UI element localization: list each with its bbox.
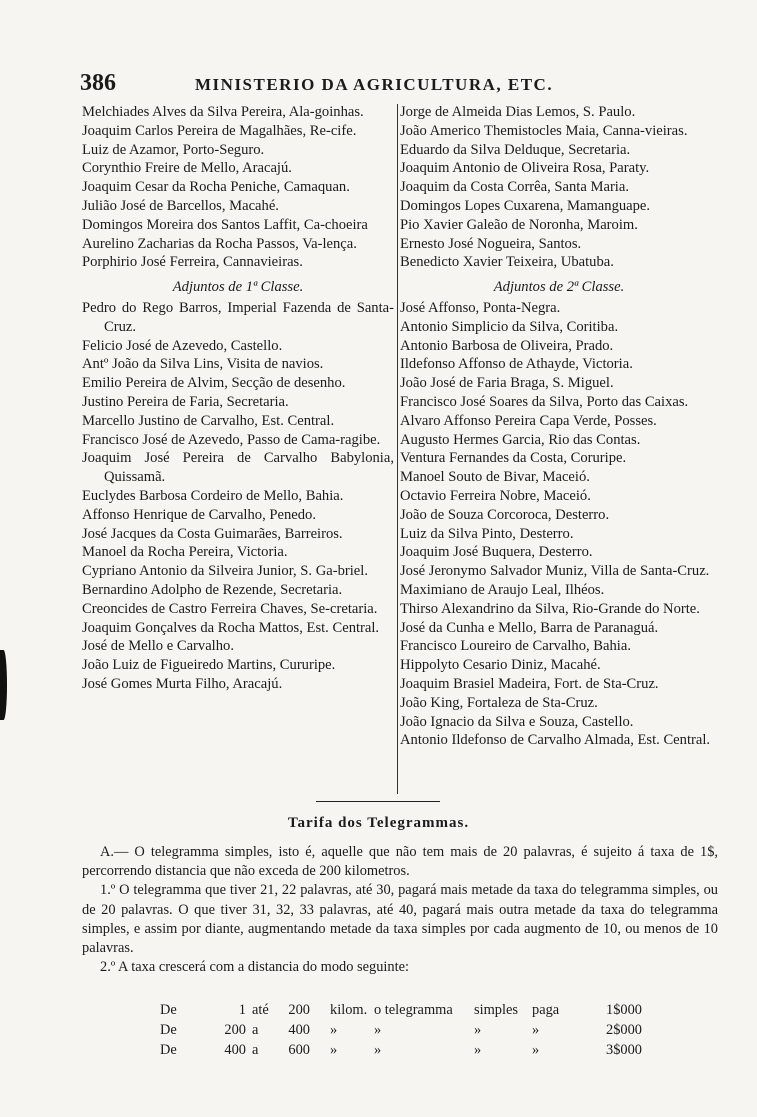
table-cell: 2$000 [606,1021,642,1038]
list-item: Pedro do Rego Barros, Imperial Fazenda de Santa-Cruz. [82,299,394,335]
list-item: Julião José de Barcellos, Macahé. [82,197,279,214]
table-cell: 1$000 [606,1001,642,1018]
table-row [160,1000,642,1020]
list-item: Felicio José de Azevedo, Castello. [82,337,283,354]
column-divider [397,104,398,794]
table-cell: simples [474,1001,518,1018]
list-item: José Jacques da Costa Guimarães, Barreiros. [82,525,343,542]
list-item: Domingos Lopes Cuxarena, Mamanguape. [400,197,651,214]
table-cell: De [160,1021,177,1038]
list-item: Joaquim Cesar da Rocha Peniche, Camaquan. [82,179,350,196]
table-cell: até [252,1001,269,1018]
list-item: Bernardino Adolpho de Rezende, Secretaria. [82,581,343,598]
table-cell: » [532,1041,540,1058]
list-item: José Affonso, Ponta-Negra. [400,299,561,316]
table-cell: paga [532,1001,560,1018]
list-item: Francisco José de Azevedo, Passo de Cama-ragibe. [82,431,381,448]
section-separator [316,801,440,802]
list-item: Manoel da Rocha Pereira, Victoria. [82,544,288,561]
list-item: Francisco José Soares da Silva, Porto das Caixas. [400,393,689,410]
list-item: Melchiades Alves da Silva Pereira, Ala-goinhas. [82,104,364,120]
table-cell: » [330,1021,338,1038]
list-item: Ernesto José Nogueira, Santos. [400,235,582,252]
list-item: Francisco Loureiro de Carvalho, Bahia. [400,638,631,655]
list-item: Octavio Ferreira Nobre, Maceió. [400,487,591,504]
section-heading-first-class: Adjuntos de 1ª Classe. [172,279,304,296]
right-column [400,103,718,750]
list-item: Manoel Souto de Bivar, Maceió. [400,469,590,486]
list-item: Pio Xavier Galeão de Noronha, Maroim. [400,216,638,233]
table-cell: » [474,1041,482,1058]
table-cell: » [474,1021,482,1038]
list-item: Alvaro Affonso Pereira Capa Verde, Posses. [400,412,657,429]
tariff-title: Tarifa dos Telegrammas. [287,815,470,831]
tariff-paragraph-a: A.— O telegramma simples, isto é, aquelle que não tem mais de 20 palavras, é sujeito á taxa de 1$, percorrendo distancia que não exceda de 200 kilometros. [82,844,718,880]
list-item: Emilio Pereira de Alvim, Secção de desenho. [82,375,346,392]
list-item: Benedicto Xavier Teixeira, Ubatuba. [400,254,614,271]
table-cell: De [160,1001,177,1018]
table-cell: o telegramma [374,1001,453,1018]
table-cell: 200 [224,1021,246,1038]
ink-stain [0,650,7,720]
list-item: Antº João da Silva Lins, Visita de navios. [82,356,324,373]
list-item: Justino Pereira de Faria, Secretaria. [82,393,289,410]
list-item: Eduardo da Silva Delduque, Secretaria. [400,141,631,158]
list-item: Affonso Henrique de Carvalho, Penedo. [82,506,316,523]
list-item: Hippolyto Cesario Diniz, Macahé. [400,657,601,674]
list-item: Creoncides de Castro Ferreira Chaves, Se-cretaria. [82,600,378,617]
list-item: Domingos Moreira dos Santos Laffit, Ca-choeira [82,216,368,233]
table-cell: kilom. [330,1001,368,1018]
section-heading-second-class: Adjuntos de 2ª Classe. [493,279,625,296]
list-item: Joaquim José Buquera, Desterro. [400,544,593,561]
list-item: José Gomes Murta Filho, Aracajú. [82,675,283,692]
list-item: Antonio Simplicio da Silva, Coritiba. [400,318,619,335]
table-cell: 1 [238,1001,246,1018]
table-cell: 200 [288,1001,310,1018]
table-cell: » [330,1041,338,1058]
table-cell: 400 [224,1041,246,1058]
table-cell: a [252,1021,259,1038]
list-item: João José de Faria Braga, S. Miguel. [400,375,614,392]
list-item: Porphirio José Ferreira, Cannavieiras. [82,254,303,271]
list-item: Antonio Barbosa de Oliveira, Prado. [400,337,614,354]
table-cell: 3$000 [606,1041,642,1058]
list-item: João de Souza Corcoroca, Desterro. [400,506,610,523]
list-item: João Americo Themistocles Maia, Canna-vieiras. [400,122,688,139]
list-item: Euclydes Barbosa Cordeiro de Mello, Bahia. [82,487,344,504]
list-item: Luiz de Azamor, Porto-Seguro. [82,141,265,158]
table-cell: » [374,1021,382,1038]
tariff-paragraph-2: 2.º A taxa crescerá com a distancia do modo seguinte: [100,959,409,976]
list-item: Ventura Fernandes da Costa, Coruripe. [400,450,627,467]
list-item: Jorge de Almeida Dias Lemos, S. Paulo. [400,104,636,120]
list-item: Corynthio Freire de Mello, Aracajú. [82,160,292,177]
list-item: José Jeronymo Salvador Muniz, Villa de Santa-Cruz. [400,563,710,580]
table-cell: » [532,1021,540,1038]
page-header [80,70,720,98]
table-cell: » [374,1041,382,1058]
page-number: 386 [80,70,116,96]
list-item: Joaquim Antonio de Oliveira Rosa, Paraty. [400,160,650,177]
table-cell: 600 [288,1041,310,1058]
list-item: Augusto Hermes Garcia, Rio das Contas. [400,431,641,448]
running-title: MINISTERIO DA AGRICULTURA, ETC. [195,75,554,94]
list-item: Joaquim da Costa Corrêa, Santa Maria. [400,179,629,196]
table-row [160,1040,642,1060]
list-item: Cypriano Antonio da Silveira Junior, S. Ga-briel. [82,563,368,580]
list-item: Antonio Ildefonso de Carvalho Almada, Est. Central. [400,732,711,749]
list-item: Thirso Alexandrino da Silva, Rio-Grande do Norte. [400,600,700,617]
list-item: José de Mello e Carvalho. [82,638,234,655]
list-item: Joaquim Gonçalves da Rocha Mattos, Est. Central. [82,619,380,636]
rate-table [160,1000,642,1060]
table-row [160,1020,642,1040]
table-cell: 400 [288,1021,310,1038]
list-item: Maximiano de Araujo Leal, Ilhéos. [400,581,605,598]
list-item: Joaquim Carlos Pereira de Magalhães, Re-cife. [82,122,357,139]
tariff-body [82,843,718,977]
table-cell: a [252,1041,259,1058]
list-item: Aurelino Zacharias da Rocha Passos, Va-lença. [82,235,357,252]
list-item: João King, Fortaleza de Sta-Cruz. [400,694,598,711]
table-cell: De [160,1041,177,1058]
list-item: Ildefonso Affonso de Athayde, Victoria. [400,356,633,373]
left-column [82,103,394,694]
list-item: José da Cunha e Mello, Barra de Paranaguá. [400,619,659,636]
list-item: Joaquim José Pereira de Carvalho Babylonia, Quissamã. [82,450,394,486]
list-item: João Luiz de Figueiredo Martins, Cururipe. [82,657,336,674]
list-item: Joaquim Brasiel Madeira, Fort. de Sta-Cruz. [400,675,659,692]
list-item: Luiz da Silva Pinto, Desterro. [400,525,574,542]
tariff-paragraph-1: 1.º O telegramma que tiver 21, 22 palavras, até 30, pagará mais metade da taxa do telegramma simples, ou de 20 palavras. O que tiver 31, 32, 33 palavras, até 40, pagará mais outra metade da taxa do telegramma simples, e assim por diante, augmentando metade da taxa simples por cada augmento de 10, ou menos de 10 palavras. [82,882,718,957]
list-item: João Ignacio da Silva e Souza, Castello. [400,713,634,730]
list-item: Marcello Justino de Carvalho, Est. Central. [82,412,335,429]
